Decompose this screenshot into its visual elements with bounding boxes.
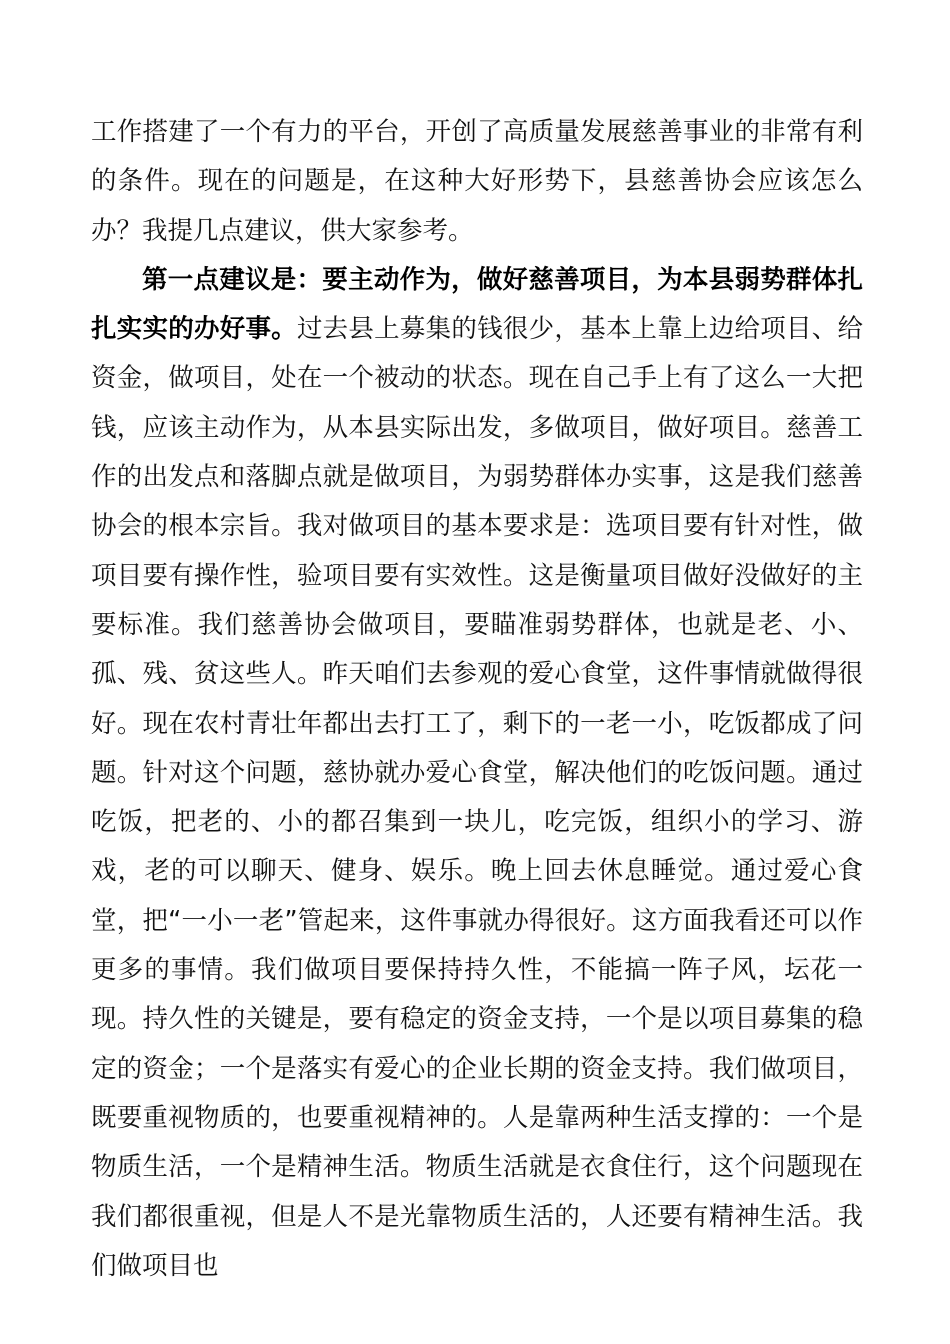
paragraph-2-bold-lead: 第一点建议是：要主动作为，做好慈善项目，为本县弱势群体扎扎实实的办好事。: [91, 264, 863, 345]
paragraph-2-body: 过去县上募集的钱很少，基本上靠上边给项目、给资金，做项目，处在一个被动的状态。现在自己手上有了这么一大把钱，应该主动作为，从本县实际出发，多做项目，做好项目。慈善工作的出发点和落脚点就是做项目，为弱势群体办实事，这是我们慈善协会的根本宗旨。我对做项目的基本要求是：选项目要有针对性，做项目要有操作性，验项目要有实效性。这是衡量项目做好没做好的主要标准。我们慈善协会做项目，要瞄准弱势群体，也就是老、小、孤、残、贫这些人。昨天咱们去参观的爱心食堂，这件事情就做得很好。现在农村青壮年都出去打工了，剩下的一老一小，吃饭都成了问题。针对这个问题，慈协就办爱心食堂，解决他们的吃饭问题。通过吃饭，把老的、小的都召集到一块儿，吃完饭，组织小的学习、游戏，老的可以聊天、健身、娱乐。晚上回去休息睡觉。通过爱心食堂，把“一小一老”管起来，这件事就办得很好。这方面我看还可以作更多的事情。我们做项目要保持持久性，不能搞一阵子风，坛花一现。持久性的关键是，要有稳定的资金支持，一个是以项目募集的稳定的资金；一个是落实有爱心的企业长期的资金支持。我们做项目，既要重视物质的，也要重视精神的。人是靠两种生活支撑的：一个是物质生活，一个是精神生活。物质生活就是衣食住行，这个问题现在我们都很重视，但是人不是光靠物质生活的，人还要有精神生活。我们做项目也: [91, 314, 863, 1281]
document-body: [91, 108, 863, 1291]
paragraph-2: [91, 256, 863, 1291]
paragraph-1: 工作搭建了一个有力的平台，开创了高质量发展慈善事业的非常有利的条件。现在的问题是，在这种大好形势下，县慈善协会应该怎么办？我提几点建议，供大家参考。: [91, 117, 863, 246]
